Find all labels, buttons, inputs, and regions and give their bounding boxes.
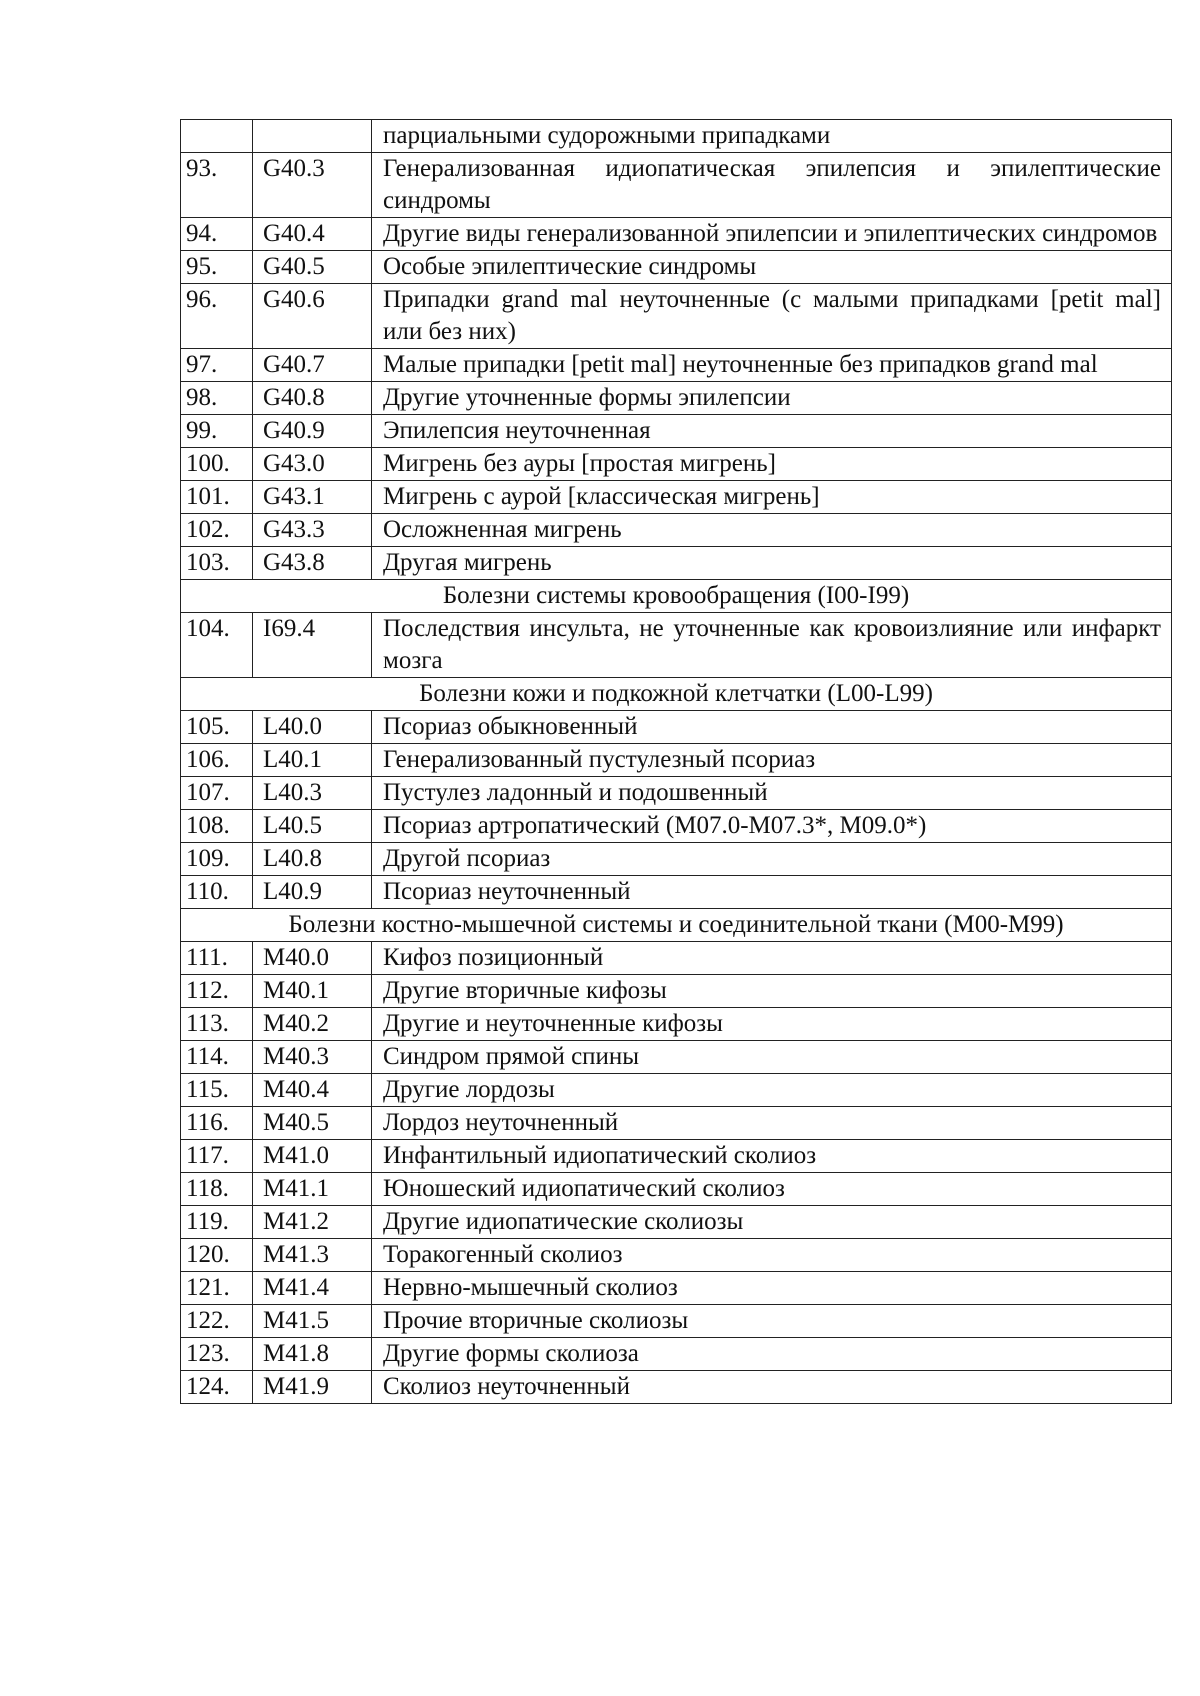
table-row bbox=[181, 613, 1172, 678]
diagnosis-description-cell: Другие виды генерализованной эпилепсии и эпилептических синдромов bbox=[372, 218, 1172, 251]
row-number-cell: 124. bbox=[181, 1371, 253, 1404]
table-row bbox=[181, 514, 1172, 547]
diagnosis-code-cell: M40.5 bbox=[253, 1107, 372, 1140]
diagnosis-description-cell: Особые эпилептические синдромы bbox=[372, 251, 1172, 284]
table-row bbox=[181, 777, 1172, 810]
diagnosis-description-cell: Другие идиопатические сколиозы bbox=[372, 1206, 1172, 1239]
diagnosis-code-cell: G40.8 bbox=[253, 382, 372, 415]
diagnosis-description-cell: Припадки grand mal неуточненные (с малыми припадками [petit mal] или без них) bbox=[372, 284, 1172, 349]
diagnosis-code-cell: L40.8 bbox=[253, 843, 372, 876]
diagnosis-code-cell: M40.3 bbox=[253, 1041, 372, 1074]
table-row bbox=[181, 975, 1172, 1008]
diagnosis-description-cell: Другие формы сколиоза bbox=[372, 1338, 1172, 1371]
diagnosis-description-cell: Прочие вторичные сколиозы bbox=[372, 1305, 1172, 1338]
table-row bbox=[181, 481, 1172, 514]
diagnosis-code-cell: M41.9 bbox=[253, 1371, 372, 1404]
row-number-cell: 119. bbox=[181, 1206, 253, 1239]
diagnosis-description-cell: Псориаз артропатический (M07.0-M07.3*, M09.0*) bbox=[372, 810, 1172, 843]
row-number-cell: 111. bbox=[181, 942, 253, 975]
diagnosis-code-cell: M41.8 bbox=[253, 1338, 372, 1371]
diagnosis-description-cell: Псориаз обыкновенный bbox=[372, 711, 1172, 744]
row-number-cell: 117. bbox=[181, 1140, 253, 1173]
diagnosis-description-cell: Кифоз позиционный bbox=[372, 942, 1172, 975]
section-header-row bbox=[181, 580, 1172, 613]
table-row bbox=[181, 744, 1172, 777]
diagnosis-description-cell: Генерализованный пустулезный псориаз bbox=[372, 744, 1172, 777]
diagnosis-code-cell: G40.9 bbox=[253, 415, 372, 448]
row-number-cell: 115. bbox=[181, 1074, 253, 1107]
table-row bbox=[181, 448, 1172, 481]
diagnosis-code-cell: M40.4 bbox=[253, 1074, 372, 1107]
row-number-cell: 113. bbox=[181, 1008, 253, 1041]
row-number-cell: 108. bbox=[181, 810, 253, 843]
table-row bbox=[181, 942, 1172, 975]
table-row bbox=[181, 1239, 1172, 1272]
diagnosis-code-cell: G43.3 bbox=[253, 514, 372, 547]
diagnosis-description-cell: Другие и неуточненные кифозы bbox=[372, 1008, 1172, 1041]
diagnosis-code-cell: G43.8 bbox=[253, 547, 372, 580]
diagnosis-description-cell: Мигрень с аурой [классическая мигрень] bbox=[372, 481, 1172, 514]
diagnosis-description-cell: Юношеский идиопатический сколиоз bbox=[372, 1173, 1172, 1206]
row-number-cell: 116. bbox=[181, 1107, 253, 1140]
row-number-cell: 121. bbox=[181, 1272, 253, 1305]
table-row bbox=[181, 547, 1172, 580]
diagnosis-code-cell: G43.1 bbox=[253, 481, 372, 514]
table-row bbox=[181, 1305, 1172, 1338]
table-row bbox=[181, 1107, 1172, 1140]
diagnosis-code-cell: M41.5 bbox=[253, 1305, 372, 1338]
row-number-cell: 123. bbox=[181, 1338, 253, 1371]
row-number-cell: 105. bbox=[181, 711, 253, 744]
row-number-cell: 100. bbox=[181, 448, 253, 481]
diagnosis-code-cell: M41.3 bbox=[253, 1239, 372, 1272]
diagnosis-description-cell: Генерализованная идиопатическая эпилепсия и эпилептические синдромы bbox=[372, 153, 1172, 218]
diagnosis-description-cell: Торакогенный сколиоз bbox=[372, 1239, 1172, 1272]
diagnosis-description-cell: парциальными судорожными припадками bbox=[372, 120, 1172, 153]
table-row bbox=[181, 1272, 1172, 1305]
diagnosis-description-cell: Малые припадки [petit mal] неуточненные без припадков grand mal bbox=[372, 349, 1172, 382]
diagnosis-code-cell: M40.2 bbox=[253, 1008, 372, 1041]
diagnosis-code-cell: M41.4 bbox=[253, 1272, 372, 1305]
diagnosis-code-cell: G40.5 bbox=[253, 251, 372, 284]
section-header-row bbox=[181, 678, 1172, 711]
diagnosis-description-cell: Мигрень без ауры [простая мигрень] bbox=[372, 448, 1172, 481]
diagnosis-code-cell: L40.9 bbox=[253, 876, 372, 909]
row-number-cell: 120. bbox=[181, 1239, 253, 1272]
diagnosis-code-cell bbox=[253, 120, 372, 153]
diagnosis-description-cell: Псориаз неуточненный bbox=[372, 876, 1172, 909]
row-number-cell: 112. bbox=[181, 975, 253, 1008]
row-number-cell: 114. bbox=[181, 1041, 253, 1074]
diagnosis-description-cell: Осложненная мигрень bbox=[372, 514, 1172, 547]
row-number-cell: 99. bbox=[181, 415, 253, 448]
diagnosis-description-cell: Лордоз неуточненный bbox=[372, 1107, 1172, 1140]
diagnosis-code-cell: G43.0 bbox=[253, 448, 372, 481]
diagnosis-description-cell: Другие вторичные кифозы bbox=[372, 975, 1172, 1008]
table-row bbox=[181, 1173, 1172, 1206]
diagnosis-code-cell: M41.1 bbox=[253, 1173, 372, 1206]
row-number-cell: 101. bbox=[181, 481, 253, 514]
diagnosis-code-cell: L40.5 bbox=[253, 810, 372, 843]
table-row bbox=[181, 1074, 1172, 1107]
diagnosis-description-cell: Сколиоз неуточненный bbox=[372, 1371, 1172, 1404]
diagnosis-code-cell: I69.4 bbox=[253, 613, 372, 678]
row-number-cell: 107. bbox=[181, 777, 253, 810]
row-number-cell: 110. bbox=[181, 876, 253, 909]
table-row bbox=[181, 1041, 1172, 1074]
section-title: Болезни костно-мышечной системы и соединительной ткани (M00-M99) bbox=[181, 909, 1172, 942]
table-row bbox=[181, 711, 1172, 744]
table-row bbox=[181, 1206, 1172, 1239]
table-row bbox=[181, 349, 1172, 382]
diagnosis-description-cell: Последствия инсульта, не уточненные как кровоизлияние или инфаркт мозга bbox=[372, 613, 1172, 678]
diagnosis-code-cell: G40.6 bbox=[253, 284, 372, 349]
table-row bbox=[181, 1338, 1172, 1371]
table-row bbox=[181, 251, 1172, 284]
row-number-cell: 95. bbox=[181, 251, 253, 284]
table-body bbox=[181, 120, 1172, 1404]
diagnosis-code-cell: M40.1 bbox=[253, 975, 372, 1008]
table-row bbox=[181, 843, 1172, 876]
table-row bbox=[181, 218, 1172, 251]
table-row bbox=[181, 120, 1172, 153]
row-number-cell: 109. bbox=[181, 843, 253, 876]
row-number-cell: 118. bbox=[181, 1173, 253, 1206]
row-number-cell: 102. bbox=[181, 514, 253, 547]
diagnosis-description-cell: Другие уточненные формы эпилепсии bbox=[372, 382, 1172, 415]
section-header-row bbox=[181, 909, 1172, 942]
table-row bbox=[181, 876, 1172, 909]
diagnosis-description-cell: Другой псориаз bbox=[372, 843, 1172, 876]
section-title: Болезни кожи и подкожной клетчатки (L00-L99) bbox=[181, 678, 1172, 711]
diagnosis-code-cell: L40.3 bbox=[253, 777, 372, 810]
diagnosis-code-cell: G40.4 bbox=[253, 218, 372, 251]
diagnosis-code-cell: M41.2 bbox=[253, 1206, 372, 1239]
diagnosis-description-cell: Инфантильный идиопатический сколиоз bbox=[372, 1140, 1172, 1173]
diagnosis-code-cell: L40.1 bbox=[253, 744, 372, 777]
table-row bbox=[181, 1140, 1172, 1173]
row-number-cell: 93. bbox=[181, 153, 253, 218]
table-row bbox=[181, 1371, 1172, 1404]
row-number-cell: 97. bbox=[181, 349, 253, 382]
section-title: Болезни системы кровообращения (I00-I99) bbox=[181, 580, 1172, 613]
diagnosis-code-cell: G40.3 bbox=[253, 153, 372, 218]
row-number-cell: 103. bbox=[181, 547, 253, 580]
diagnosis-description-cell: Нервно-мышечный сколиоз bbox=[372, 1272, 1172, 1305]
row-number-cell: 122. bbox=[181, 1305, 253, 1338]
diagnosis-description-cell: Другая мигрень bbox=[372, 547, 1172, 580]
diagnosis-description-cell: Пустулез ладонный и подошвенный bbox=[372, 777, 1172, 810]
table-row bbox=[181, 382, 1172, 415]
diagnosis-code-table bbox=[180, 119, 1172, 1404]
diagnosis-code-cell: G40.7 bbox=[253, 349, 372, 382]
table-row bbox=[181, 284, 1172, 349]
row-number-cell: 106. bbox=[181, 744, 253, 777]
diagnosis-description-cell: Синдром прямой спины bbox=[372, 1041, 1172, 1074]
table-row bbox=[181, 1008, 1172, 1041]
diagnosis-description-cell: Другие лордозы bbox=[372, 1074, 1172, 1107]
diagnosis-description-cell: Эпилепсия неуточненная bbox=[372, 415, 1172, 448]
row-number-cell: 94. bbox=[181, 218, 253, 251]
diagnosis-code-cell: M40.0 bbox=[253, 942, 372, 975]
row-number-cell: 98. bbox=[181, 382, 253, 415]
row-number-cell: 104. bbox=[181, 613, 253, 678]
row-number-cell bbox=[181, 120, 253, 153]
table-row bbox=[181, 415, 1172, 448]
diagnosis-code-cell: L40.0 bbox=[253, 711, 372, 744]
table-row bbox=[181, 810, 1172, 843]
diagnosis-code-cell: M41.0 bbox=[253, 1140, 372, 1173]
row-number-cell: 96. bbox=[181, 284, 253, 349]
table-row bbox=[181, 153, 1172, 218]
